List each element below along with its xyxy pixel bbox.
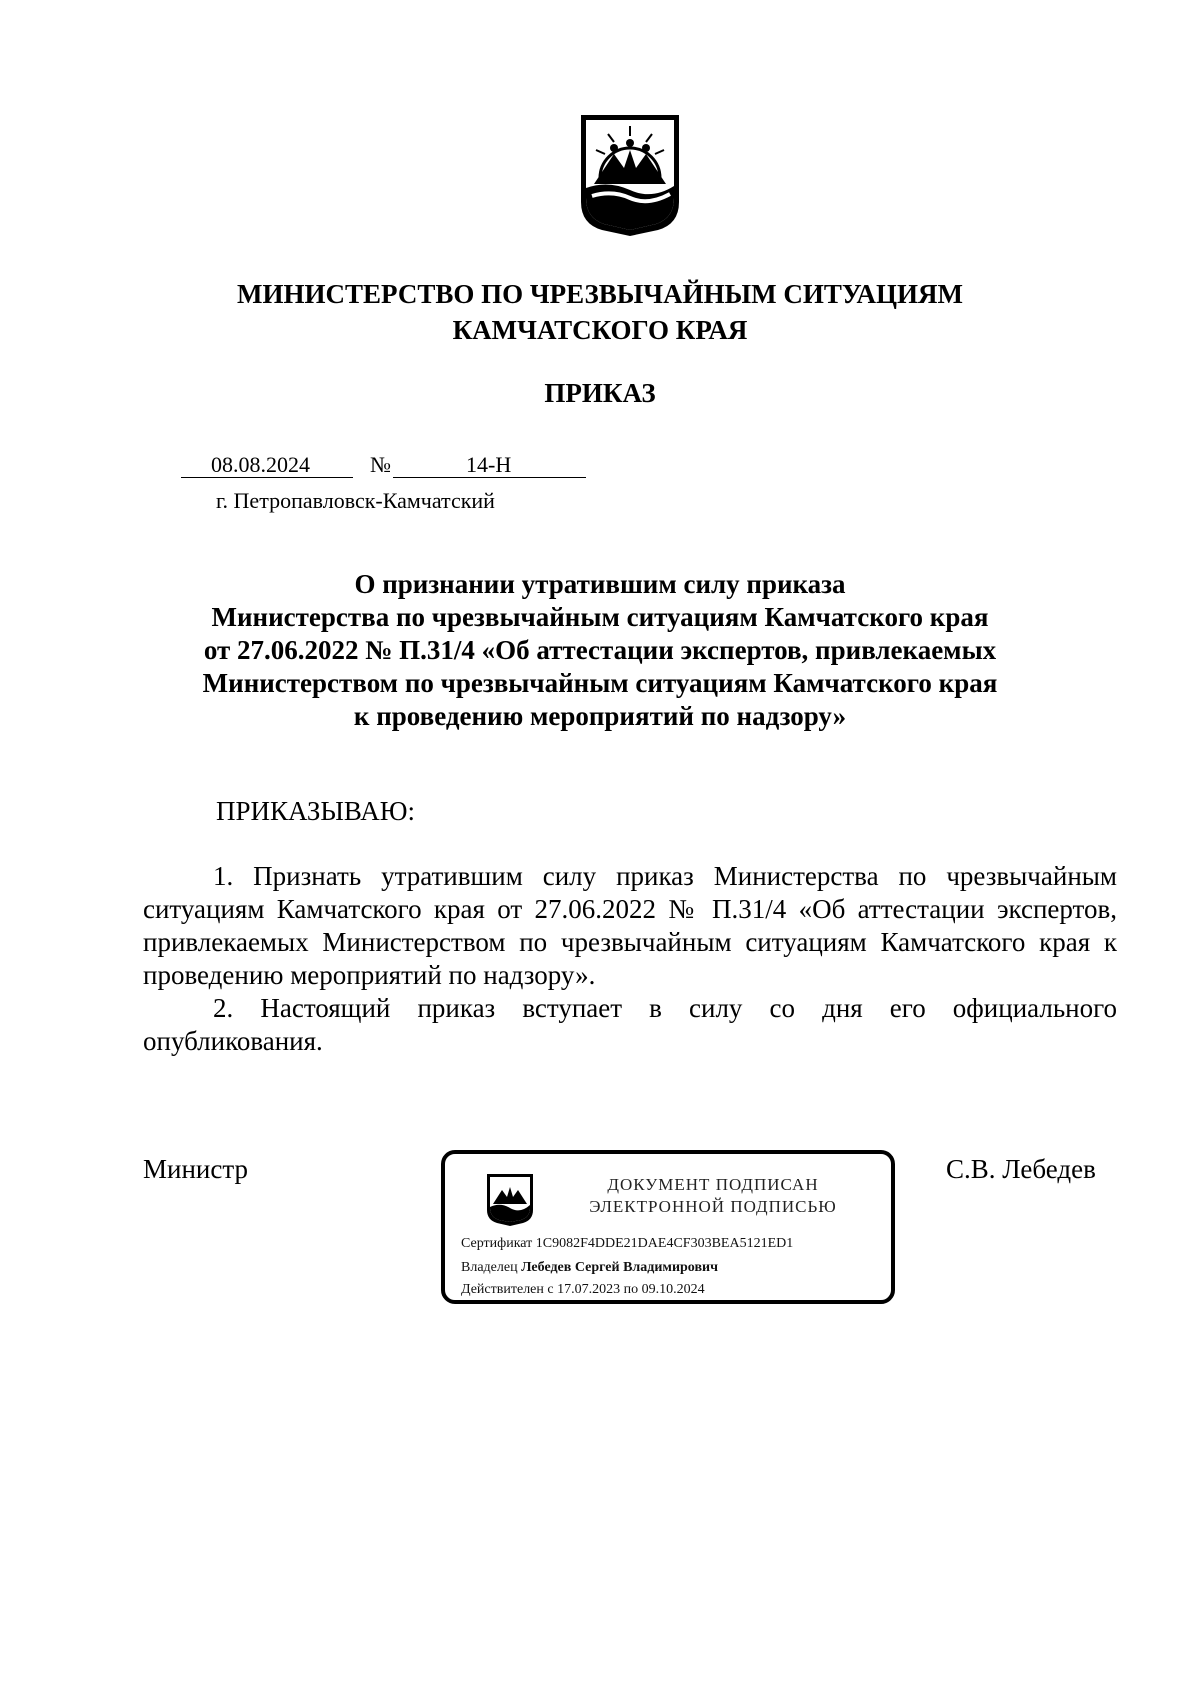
valid-to: 09.10.2024 bbox=[641, 1282, 705, 1297]
ministry-name-line1: МИНИСТЕРСТВО ПО ЧРЕЗВЫЧАЙНЫМ СИТУАЦИЯМ bbox=[237, 279, 963, 309]
document-number: 14-Н bbox=[466, 452, 512, 477]
ministry-name-line2: КАМЧАТСКОГО КРАЯ bbox=[452, 315, 748, 345]
order-word: ПРИКАЗЫВАЮ: bbox=[216, 796, 415, 826]
owner-label: Владелец bbox=[461, 1260, 518, 1275]
order-body bbox=[143, 860, 1117, 1058]
title-line: Министерством по чрезвычайным ситуациям Камчатского края bbox=[202, 668, 998, 698]
title-line: к проведению мероприятий по надзору» bbox=[353, 701, 847, 731]
city: г. Петропавловск-Камчатский bbox=[216, 488, 495, 513]
order-item: 1. Признать утратившим силу приказ Министерства по чрезвычайным ситуациям Камчатского края от 27.06.2022 № П.31/4 «Об аттестации экспертов, привлекаемых Министерством по чрезвычайным ситуациям Камчатского края к проведению мероприятий по надзору». bbox=[143, 861, 1117, 990]
date-number-line bbox=[181, 452, 586, 482]
title-line: О признании утратившим силу приказа bbox=[354, 569, 846, 599]
valid-label: Действителен с bbox=[461, 1282, 554, 1297]
document-type: ПРИКАЗ bbox=[544, 378, 656, 408]
stamp-heading bbox=[563, 1174, 863, 1218]
electronic-signature-stamp bbox=[441, 1150, 895, 1304]
signatory-name: С.В. Лебедев bbox=[946, 1154, 1096, 1184]
document-date: 08.08.2024 bbox=[211, 452, 310, 477]
stamp-heading-line2: ЭЛЕКТРОННОЙ ПОДПИСЬЮ bbox=[589, 1197, 837, 1216]
owner-value: Лебедев Сергей Владимирович bbox=[521, 1260, 718, 1275]
certificate-label: Сертификат bbox=[461, 1236, 533, 1251]
title-line: Министерства по чрезвычайным ситуациям Камчатского края bbox=[211, 602, 989, 632]
stamp-owner-row bbox=[461, 1260, 718, 1276]
stamp-emblem-icon bbox=[485, 1172, 535, 1226]
stamp-validity-row bbox=[461, 1282, 705, 1298]
title-line: от 27.06.2022 № П.31/4 «Об аттестации экспертов, привлекаемых bbox=[203, 635, 997, 665]
coat-of-arms-emblem bbox=[578, 112, 682, 238]
document-title bbox=[130, 568, 1070, 733]
order-item: 2. Настоящий приказ вступает в силу со дня его официального опубликования. bbox=[143, 993, 1117, 1056]
signatory-title: Министр bbox=[143, 1154, 248, 1184]
ministry-name bbox=[0, 276, 1200, 348]
number-label: № bbox=[370, 452, 391, 477]
valid-from: 17.07.2023 bbox=[557, 1282, 621, 1297]
certificate-value: 1C9082F4DDE21DAE4CF303BEA5121ED1 bbox=[535, 1236, 794, 1251]
stamp-certificate-row bbox=[461, 1236, 793, 1252]
valid-to-label: по bbox=[623, 1282, 639, 1297]
stamp-heading-line1: ДОКУМЕНТ ПОДПИСАН bbox=[607, 1175, 819, 1194]
